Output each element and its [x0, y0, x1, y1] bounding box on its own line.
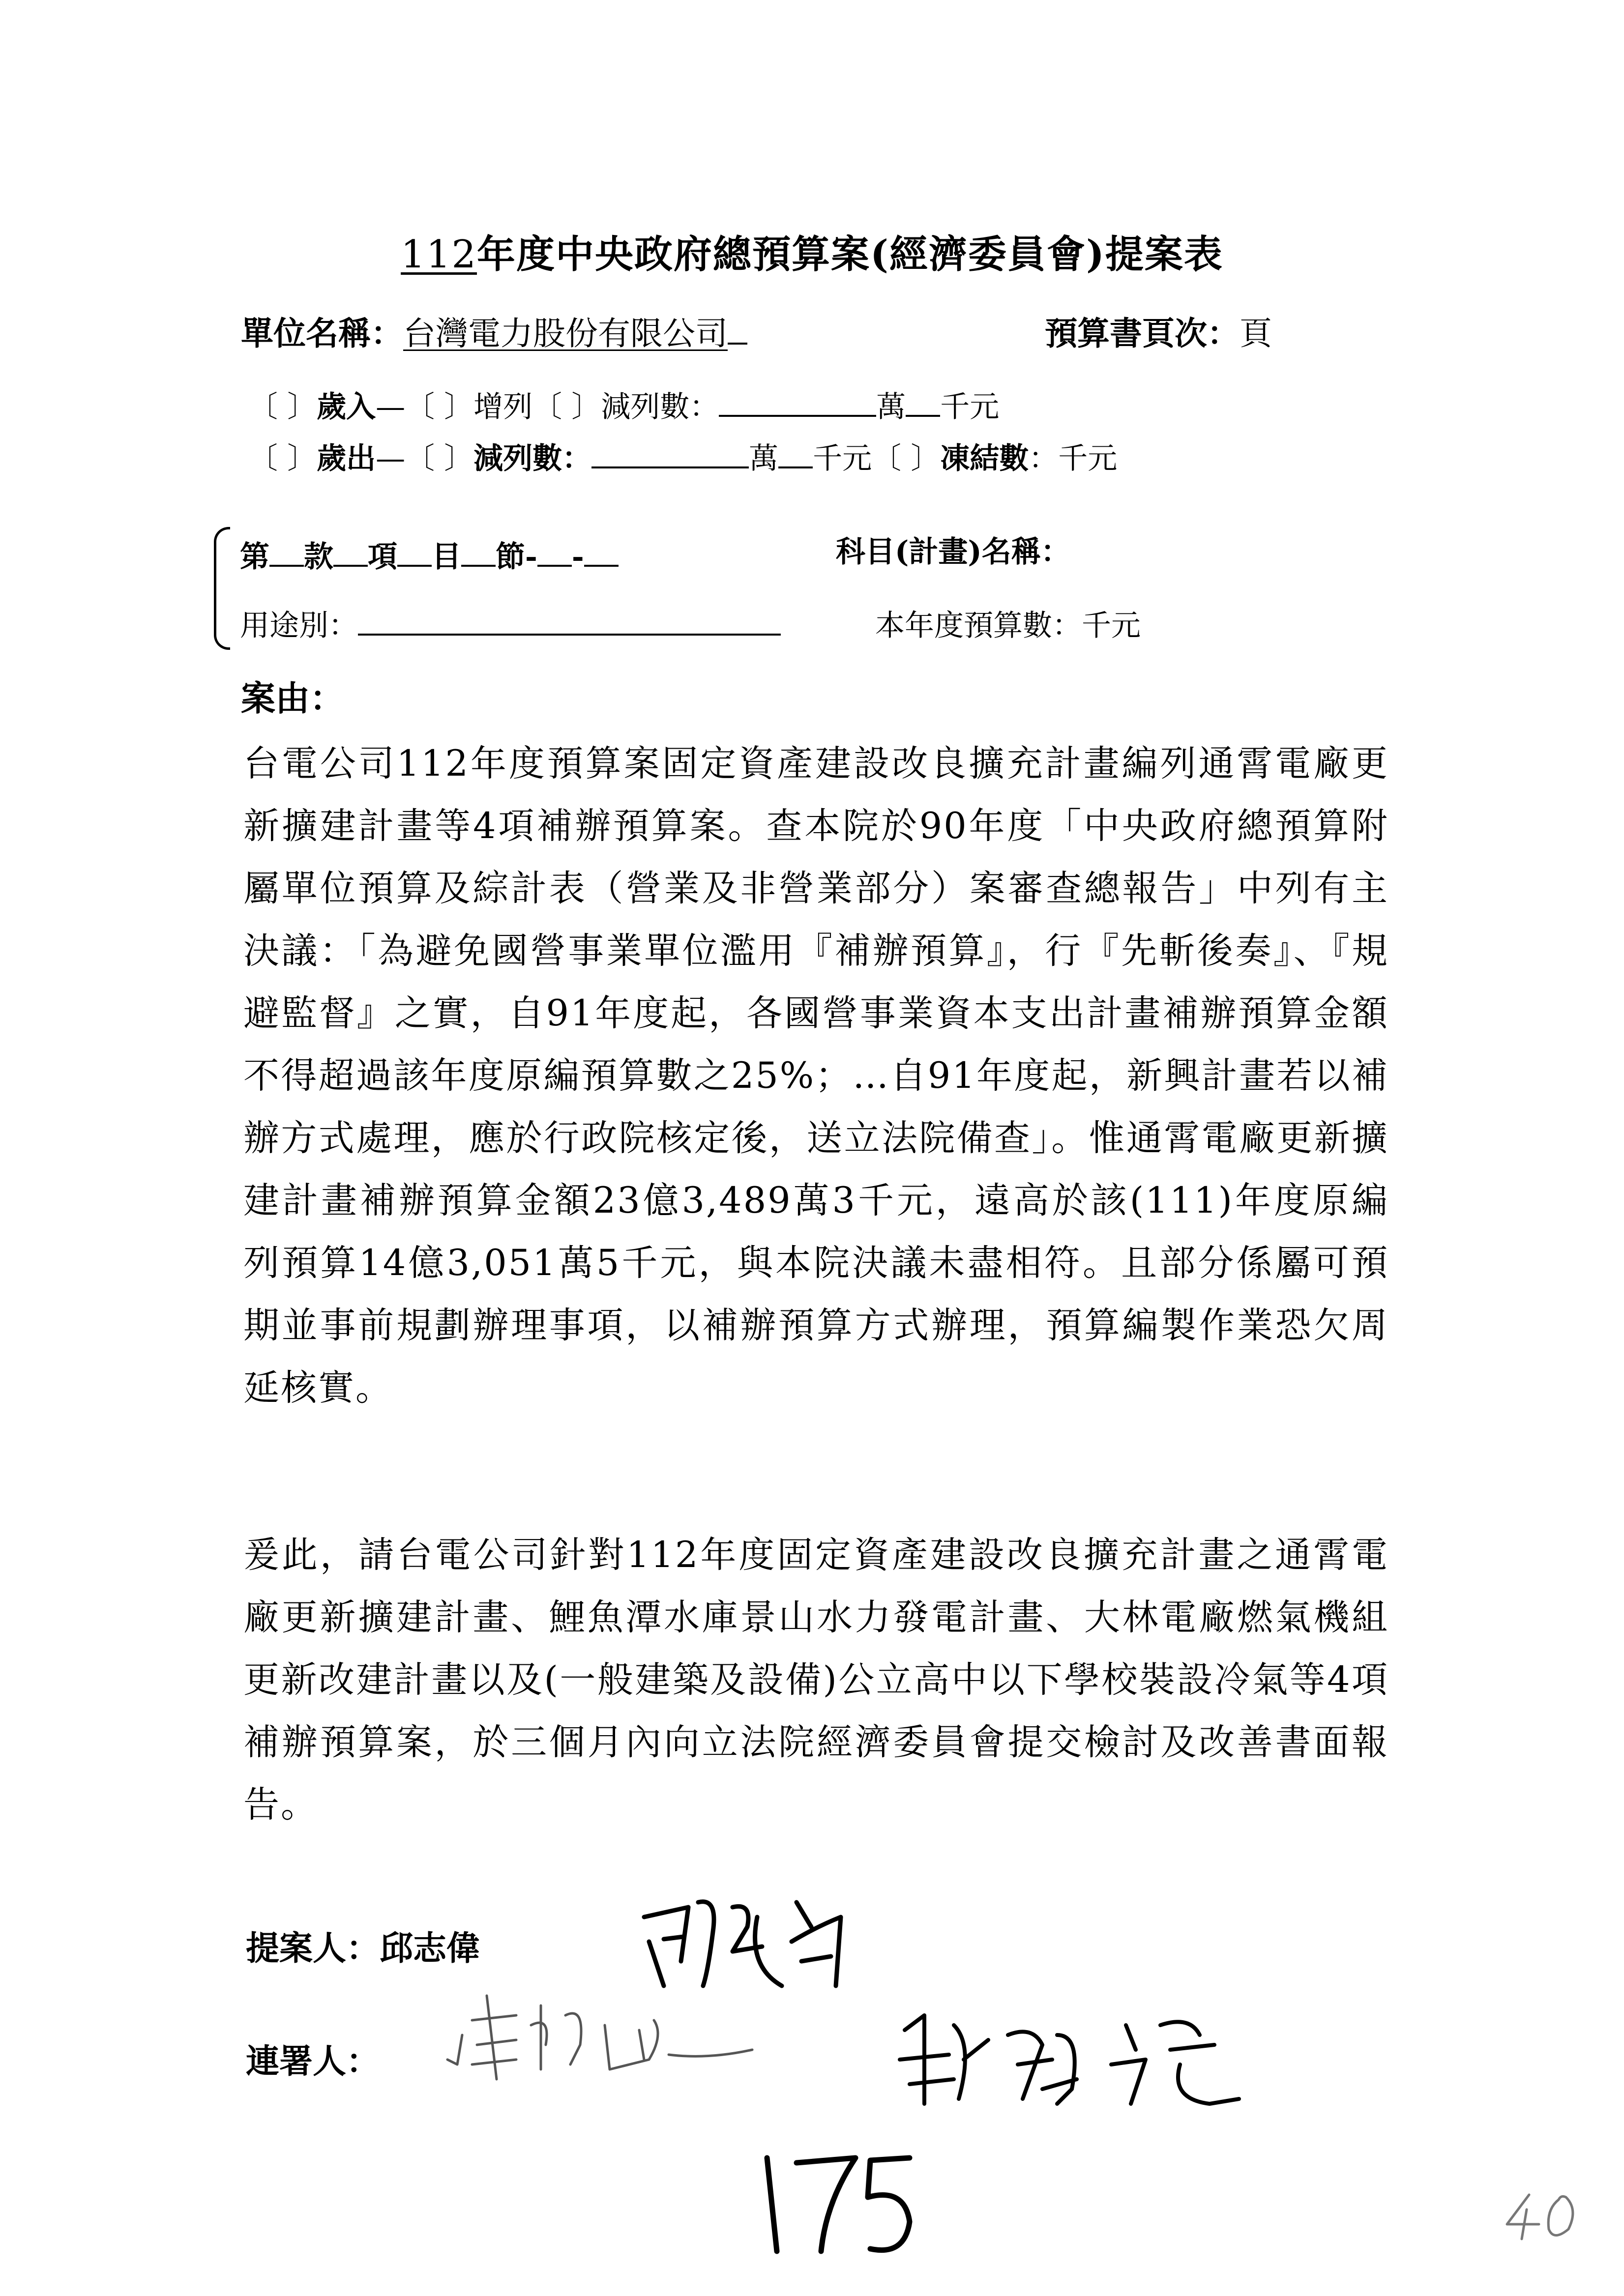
page-ref: [1045, 307, 1272, 354]
revenue-dash: —: [376, 390, 406, 424]
title-year: 112: [401, 233, 477, 277]
item-xiang-label: 項: [368, 540, 397, 574]
unit-label: 單位名稱：: [241, 314, 403, 352]
usage-blank: [358, 607, 781, 636]
frozen-checkbox: 〔 〕: [872, 441, 941, 476]
expense-decrease-label: 減列數：: [473, 441, 592, 476]
expense-row: [248, 435, 1117, 477]
item-dash-1: -: [525, 540, 537, 574]
expense-qian-unit: 千元: [813, 441, 872, 476]
reason-paragraph-2: 爰此，請台電公司針對112年度固定資產建設改良擴充計畫之通霄電廠更新擴建計畫、鯉魚潭水庫景山水力發電計畫、大林電廠燃氣機組更新改建計畫以及(一般建築及設備)公立高中以下學校裝設冷氣等4項補辦預算案，於三個月內向立法院經濟委員會提交檢討及改善書面報告。: [243, 1534, 1389, 1826]
item-kuan2-label: 款: [304, 540, 333, 574]
expense-amount-blank: [591, 439, 749, 468]
unit-row: [241, 307, 747, 354]
item-mu-blank: [397, 538, 432, 567]
cosigner-signature-1: [443, 1986, 762, 2084]
revenue-qian-blank: [906, 388, 940, 417]
page-title: [0, 224, 1624, 279]
page-ref-unit: 頁: [1240, 315, 1272, 352]
title-text: 年度中央政府總預算案(經濟委員會)提案表: [477, 232, 1223, 277]
cosigner-signature-2: [895, 2005, 1269, 2119]
annual-budget-label: 本年度預算數：千元: [875, 609, 1141, 643]
expense-label: 歲出: [317, 441, 376, 476]
item-dash-2: -: [571, 540, 584, 574]
revenue-checkbox: 〔 〕: [248, 390, 317, 424]
cosigner-label: 連署人：: [246, 2042, 380, 2081]
item-row: [240, 533, 619, 576]
proposer-signature: [634, 1888, 870, 2001]
proposer-row: [246, 1922, 480, 1970]
revenue-amount-blank: [719, 388, 876, 417]
frozen-label: 凍結數: [940, 441, 1029, 476]
revenue-label: 歲入: [317, 390, 376, 424]
usage-label: 用途別：: [240, 609, 358, 643]
reason-title: 案由：: [241, 678, 344, 719]
subject-name-label: 科目(計畫)名稱：: [836, 535, 1070, 569]
proposer-name: 邱志偉: [380, 1929, 480, 1968]
revenue-qian-unit: 千元: [940, 390, 1000, 424]
handwritten-number: [747, 2143, 934, 2266]
item-kuan-label: 第: [240, 540, 269, 574]
revenue-decrease-checkbox: 〔 〕: [532, 390, 601, 424]
item-blank-2: [584, 538, 619, 567]
item-kuan-blank: [269, 538, 304, 567]
expense-decrease-checkbox: 〔 〕: [405, 441, 474, 476]
revenue-wan-unit: 萬: [876, 390, 906, 424]
frozen-unit: ：千元: [1029, 441, 1118, 476]
expense-dash: —: [376, 441, 406, 476]
expense-checkbox: 〔 〕: [248, 441, 317, 476]
unit-underline: [728, 316, 747, 345]
reason-paragraph-1: 台電公司112年度預算案固定資產建設改良擴充計畫編列通霄電廠更新擴建計畫等4項補辦預算案。查本院於90年度「中央政府總預算附屬單位預算及綜計表（營業及非營業部分）案審查總報告」中列有主決議：「為避免國營事業單位濫用『補辦預算』，行『先斬後奏』、『規避監督』之實，自91年度起，各國營事業資本支出計畫補辦預算金額不得超過該年度原編預算數之25%；…自91年度起，新興計畫若以補辦方式處理，應於行政院核定後，送立法院備查」。惟通霄電廠更新擴建計畫補辦預算金額23億3,489萬3千元，遠高於該(111)年度原編列預算14億3,051萬5千元，與本院決議未盡相符。且部分係屬可預期並事前規劃辦理事項，以補辦預算方式辦理，預算編製作業恐欠周延核實。: [243, 743, 1389, 1409]
section-brace: [214, 527, 230, 650]
item-blank-1: [537, 538, 572, 567]
expense-qian-blank: [778, 439, 813, 468]
proposer-label: 提案人：: [246, 1929, 380, 1968]
revenue-decrease-label: 減列數：: [601, 390, 719, 424]
usage-row: [240, 602, 781, 644]
expense-wan-unit: 萬: [749, 441, 779, 476]
page-ref-label: 預算書頁次：: [1045, 314, 1240, 352]
item-jie-blank: [461, 538, 496, 567]
unit-value: 台灣電力股份有限公司: [403, 315, 728, 352]
revenue-increase-checkbox: 〔 〕: [405, 390, 474, 424]
item-mu-label: 目: [432, 540, 461, 574]
item-jie-label: 節: [496, 540, 525, 574]
revenue-row: [248, 383, 999, 426]
item-xiang-blank: [333, 538, 368, 567]
revenue-increase-label: 增列: [473, 390, 533, 424]
page-number: [1500, 2190, 1588, 2244]
